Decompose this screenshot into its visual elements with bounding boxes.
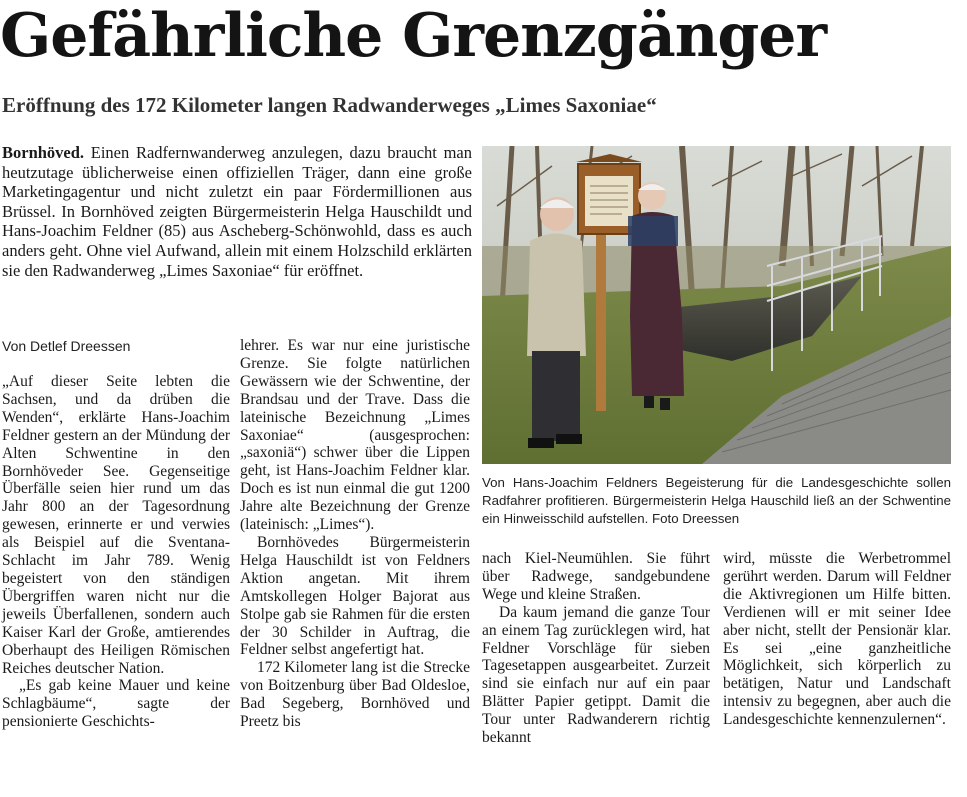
lead-text: Einen Radfernwanderweg anzulegen, dazu braucht man heutzutage üblicherweise einen offiziellen Träger, dann eine große Marketingagentur und nicht zuletzt ein paar Fördermillionen aus Brüssel. In Bornhöved zeigten Bürgermeisterin Helga Hauschildt und Hans-Joachim Feldner (85) aus Ascheberg-Schönwohld, dass es auch anders geht. Ohne viel Aufwand, allein mit einem Holzschild erklärten sie den Radwanderweg „Limes Saxoniae“ für eröffnet. [2,143,472,280]
body-column-4 [723,550,951,729]
body-paragraph: „Es gab keine Mauer und keine Schlagbäume“, sagte der pensionierte Geschichts- [2,677,230,731]
subheadline: Eröffnung des 172 Kilometer langen Radwanderweges „Limes Saxoniae“ [2,93,657,117]
body-column-2 [240,337,470,731]
dateline: Bornhöved. [2,143,85,162]
body-paragraph: „Auf dieser Seite lebten die Sachsen, und da drüben die Wenden“, erklärte Hans-Joachim Feldner gestern an der Mündung der Alten Schwentine in den Bornhöveder See. Gegenseitige Überfälle seien hier rund um das Jahr 800 an der Tagesordnung gewesen, erinnerte er und verwies als Beispiel auf die Sventana-Schlacht im Jahr 789. Wenig begeistert von den ständigen Übergriffen waren nicht nur die jeweils Überfallenen, sondern auch Kaiser Karl der Große, amtierendes Oberhaupt des Heiligen Römischen Reiches deutscher Nation. [2,373,230,677]
headline: Gefährliche Grenzgänger [0,1,827,71]
body-paragraph: wird, müsste die Werbetrommel gerührt werden. Darum will Feldner die Aktivregionen um Hilfe bitten. Verdienen will er mit seiner Idee aber nicht, stellt der Pensionär klar. Es sei „eine ganzheitliche Möglichkeit, sich körperlich zu betätigen, Natur und Landschaft intensiv zu begegnen, aber auch die Landesgeschichte kennenzulernen“. [723,550,951,729]
photo-illustration [482,146,951,464]
body-column-1 [2,373,230,731]
body-paragraph: 172 Kilometer lang ist die Strecke von Boitzenburg über Bad Oldesloe, Bad Segeberg, Bornhöved und Preetz bis [240,659,470,731]
photo-caption: Von Hans-Joachim Feldners Begeisterung für die Landesgeschichte sollen Radfahrer profitieren. Bürgermeisterin Helga Hauschild ließ an der Schwentine ein Hinweisschild aufstellen. Foto Dreessen [482,475,951,526]
lead-paragraph [2,143,472,280]
body-paragraph: Bornhövedes Bürgermeisterin Helga Hauschildt ist von Feldners Aktion angetan. Mit ihrem Amtskollegen Holger Bajorat aus Stolpe gab sie Rahmen für die ersten der 30 Schilder in Auftrag, die Feldner selbst angefertigt hat. [240,533,470,659]
body-paragraph: nach Kiel-Neumühlen. Sie führt über Radwege, sandgebundene Wege und kleine Straßen. [482,550,710,603]
byline: Von Detlef Dreessen [2,338,131,354]
body-paragraph: Da kaum jemand die ganze Tour an einem Tag zurücklegen wird, hat Feldner Vorschläge für sieben Tagesetappen ausgearbeitet. Zurzeit sind sie einfach nur auf ein paar Blätter Papier getippt. Damit die Tour unter Radwanderern richtig bekannt [482,603,710,747]
body-paragraph: lehrer. Es war nur eine juristische Grenze. Sie folgte natürlichen Gewässern wie der Schwentine, der Brandsau und der Trave. Dass die lateinische Bezeichnung „Limes Saxoniae“ (ausgesprochen: „saxoniä“) schwer über die Lippen geht, ist Hans-Joachim Feldner klar. Doch es ist nun einmal die gut 1200 Jahre alte Bezeichnung der Grenze (lateinisch: „Limes“). [240,337,470,534]
body-column-3 [482,550,710,747]
article-photo [482,146,951,464]
